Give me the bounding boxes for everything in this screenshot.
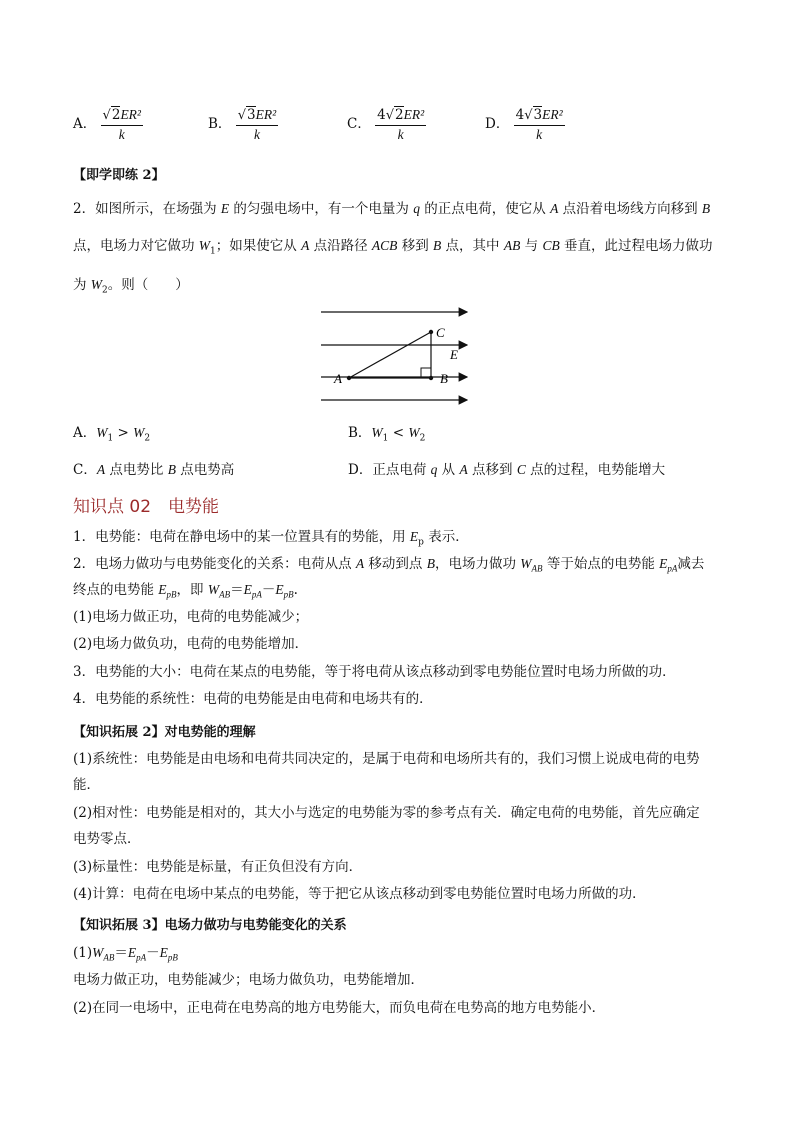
section-para-4: (1)电场力做正功，电荷的电势能减少；: [73, 609, 309, 625]
point-b: [429, 376, 433, 380]
section-para-7: 4．电势能的系统性：电荷的电势能是由电荷和电场共有的．: [73, 691, 433, 707]
fraction-a: $\frac{\text{√2ER²}}{k}$: [102, 107, 141, 142]
option-b: B． $\frac{\text{√3ER²}}{k}$: [208, 107, 277, 142]
p2-option-a: A．$W_1 > W_2$: [73, 425, 151, 444]
ext3-line-2: 电场力做正功，电势能减少；电场力做负功，电势能增加．: [73, 972, 424, 988]
label-e: E: [450, 347, 458, 362]
ext2-line-2: 能．: [73, 777, 100, 793]
label-c: C: [436, 325, 445, 340]
ext2-line-1: (1)系统性：电势能是由电场和电荷共同决定的，是属于电荷和电场所共有的，我们习惯上说成电荷的电势: [73, 751, 700, 767]
section-para-6: 3．电势能的大小：电荷在某点的电势能，等于将电荷从该点移动到零电势能位置时电场力所做的功．: [73, 664, 676, 680]
fraction-d: $\frac{\text{4√3ER²}}{k}$: [515, 107, 563, 142]
segment-ac: [349, 332, 431, 378]
extension-3-title: 【知识拓展 3】电场力做功与电势能变化的关系: [73, 918, 347, 933]
fraction-c: $\frac{\text{4√2ER²}}{k}$: [377, 107, 425, 142]
question-line-1: 2．如图所示，在场强为 E 的匀强电场中，有一个电量为 q 的正点电荷，使它从 A 点沿着电场线方向移到 B: [73, 201, 711, 217]
section-heading: 知识点 02 电势能: [73, 497, 220, 517]
sqrt-icon: √: [102, 108, 111, 123]
sqrt-icon: √: [524, 108, 533, 123]
ext3-formula: $(1)W_{AB}=E_{pA}-E_{pB}$: [73, 945, 178, 963]
extension-2-title: 【知识拓展 2】对电势能的理解: [73, 725, 256, 740]
practice-title: 【即学即练 2】: [73, 168, 165, 183]
option-c: C． $\frac{\text{4√2ER²}}{k}$: [347, 107, 425, 142]
point-c: [429, 330, 433, 334]
question-line-3: 为 $W_2$。则（ ）: [73, 277, 189, 296]
section-para-3: 终点的电势能 $E_{pB}$，即 $W_{AB}=E_{pA}-E_{pB}$.: [73, 582, 298, 600]
sqrt-icon: √: [237, 108, 247, 123]
ext2-line-6: (4)计算：电荷在电场中某点的电势能，等于把它从该点移动到零电势能位置时电场力所做的功．: [73, 886, 646, 902]
ext2-line-3: (2)相对性：电势能是相对的，其大小与选定的电势能为零的参考点有关．确定电荷的电势能，首先应确定: [73, 805, 700, 821]
sqrt-icon: √: [385, 108, 395, 123]
ext3-line-3: (2)在同一电场中，正电荷在电势高的地方电势能大，而负电荷在电势高的地方电势能小．: [73, 1000, 606, 1016]
option-d: D． $\frac{\text{4√3ER²}}{k}$: [485, 107, 563, 142]
section-para-5: (2)电场力做负功，电荷的电势能增加．: [73, 636, 309, 652]
p2-option-d: D．正点电荷 q 从 A 点移到 C 点的过程，电势能增大: [348, 462, 666, 478]
label-a: A: [334, 371, 342, 386]
p2-option-b: B．$W_1 < W_2$: [348, 425, 426, 444]
option-a: A． $\frac{\text{√2ER²}}{k}$: [73, 107, 141, 142]
ext2-line-5: (3)标量性：电势能是标量，有正负但没有方向．: [73, 859, 363, 875]
section-para-1: 1．电势能：电荷在静电场中的某一位置具有的势能，用 $E_p$ 表示．: [73, 529, 469, 548]
section-para-2: 2．电场力做功与电势能变化的关系：电荷从点 A 移动到点 B，电场力做功 $W_{AB}$ 等于始点的电势能 $E_{pA}$减去: [73, 556, 705, 574]
ext2-line-4: 电势零点．: [73, 831, 141, 847]
point-a: [347, 376, 351, 380]
fraction-b: $\frac{\text{√3ER²}}{k}$: [237, 107, 277, 142]
p2-option-c: C．A 点电势比 B 点电势高: [73, 462, 235, 478]
question-line-2: 点，电场力对它做功 $W_1$；如果使它从 A 点沿路径 ACB 移到 B 点，其中 AB 与 CB 垂直，此过程电场力做功: [73, 238, 713, 257]
electric-field-diagram: [315, 305, 475, 405]
label-b: B: [440, 371, 448, 386]
